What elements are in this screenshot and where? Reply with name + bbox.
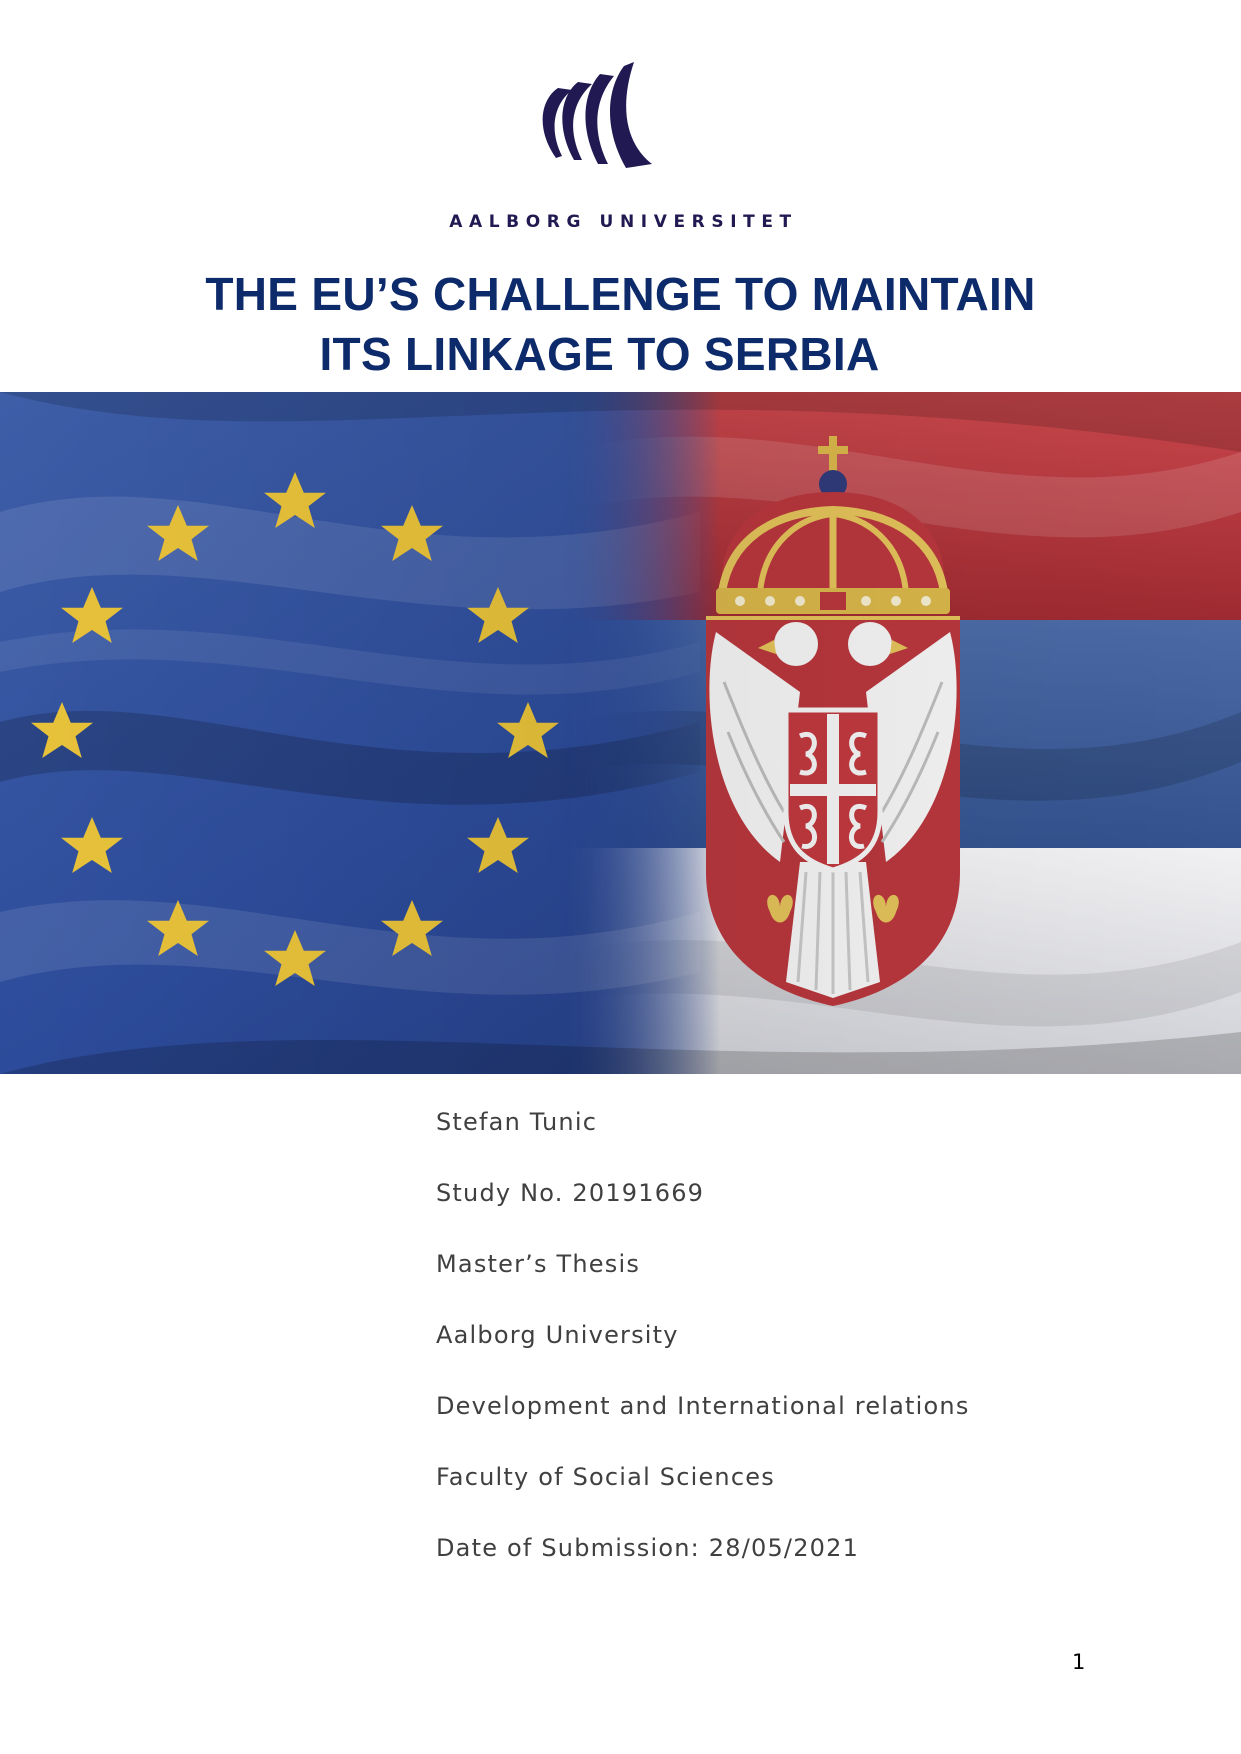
eu-and-serbia-flags-image: [0, 392, 1241, 1074]
program-label: Development and International relations: [436, 1392, 970, 1420]
thesis-title-line-1: THE EU’S CHALLENGE TO MAINTAIN: [205, 268, 1036, 320]
university-label: Aalborg University: [436, 1321, 679, 1349]
author-name: Stefan Tunic: [436, 1108, 598, 1136]
university-name: AALBORG UNIVERSITET: [449, 212, 798, 232]
submission-date: Date of Submission: 28/05/2021: [436, 1534, 860, 1562]
faculty-label: Faculty of Social Sciences: [436, 1463, 775, 1491]
thesis-details: [436, 1108, 970, 1605]
study-number: Study No. 20191669: [436, 1179, 705, 1207]
thesis-title: [0, 264, 1241, 384]
thesis-title-line-2: ITS LINKAGE TO SERBIA: [319, 328, 880, 380]
page-number: 1: [1072, 1650, 1086, 1674]
thesis-type: Master’s Thesis: [436, 1250, 641, 1278]
aalborg-university-logo-icon: [538, 60, 654, 178]
